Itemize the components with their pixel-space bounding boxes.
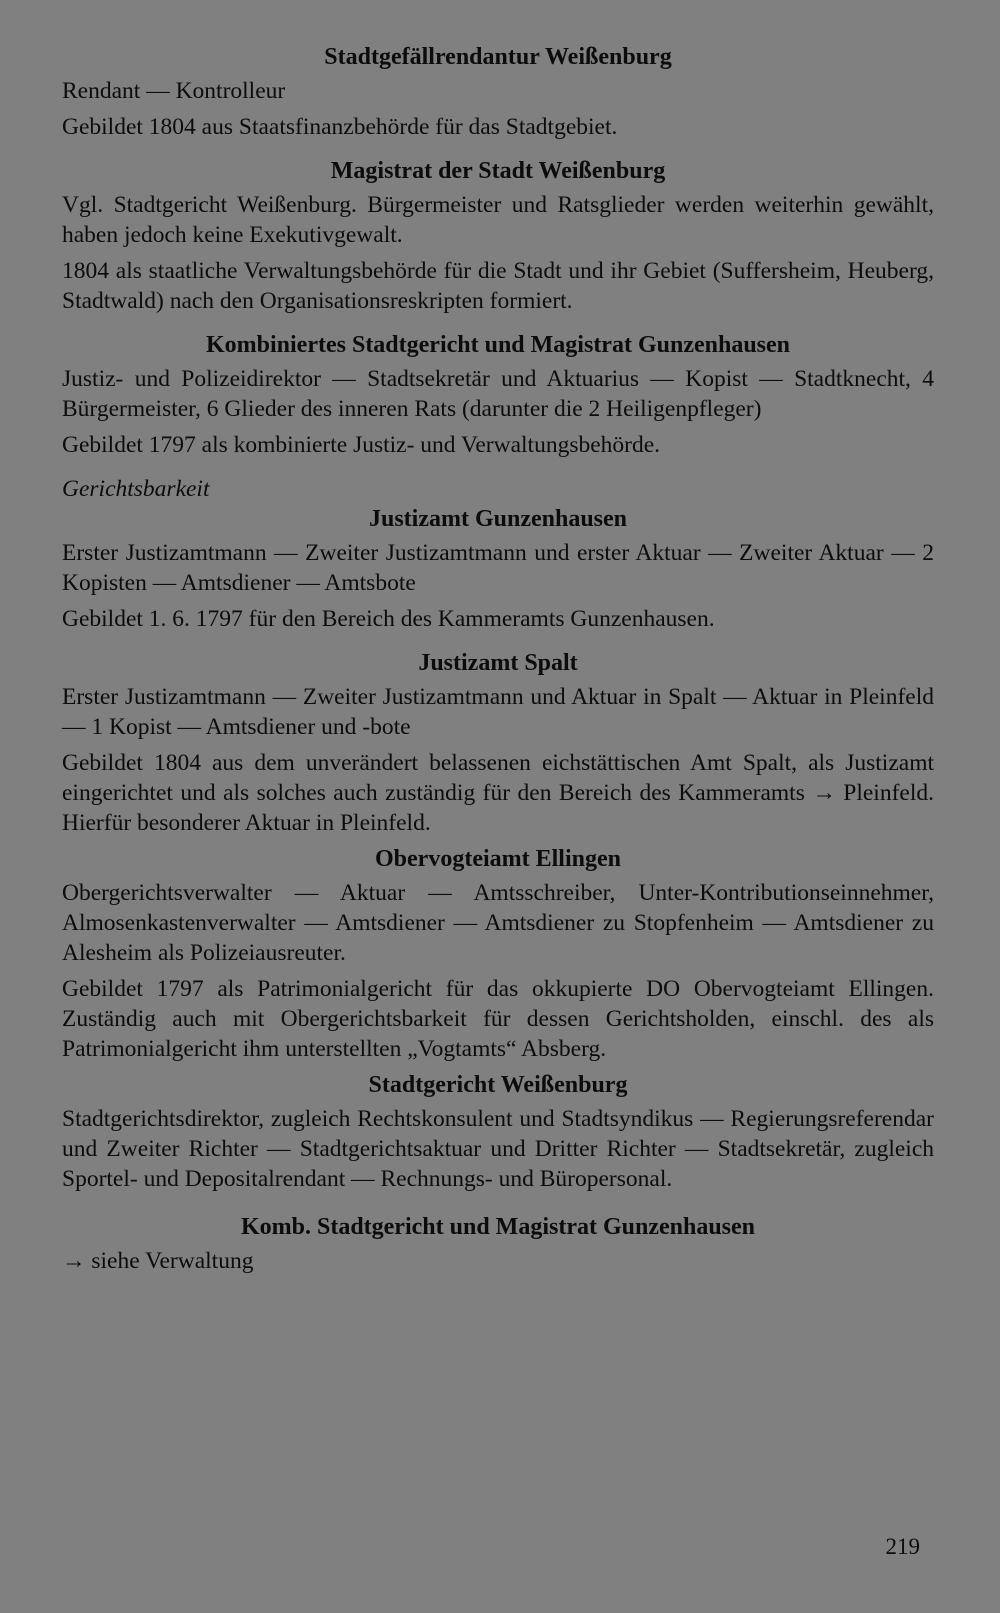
paragraph: Gebildet 1797 als Patrimonialgericht für das okkupierte DO Obervogteiamt Ellingen. Zuständig auch mit Obergerichtsbarkeit für dessen Gerichtsholden, einschl. des als Patrimonialgericht ihm unterstellten „Vogtamts“ Absberg. <box>62 976 934 1062</box>
section-heading: Kombiniertes Stadtgericht und Magistrat Gunzenhausen <box>205 332 790 358</box>
section-heading: Stadtgefällrendantur Weißenburg <box>324 44 672 70</box>
paragraph: Gebildet 1804 aus Staatsfinanzbehörde für das Stadtgebiet. <box>62 114 618 140</box>
paragraph: Rendant — Kontrolleur <box>62 78 286 104</box>
section-heading: Magistrat der Stadt Weißenburg <box>330 158 666 184</box>
paragraph: 1804 als staatliche Verwaltungsbehörde für die Stadt und ihr Gebiet (Suffersheim, Heuberg, Stadtwald) nach den Organisationsreskripten formiert. <box>62 258 934 314</box>
paragraph: Erster Justizamtmann — Zweiter Justizamtmann und Aktuar in Spalt — Aktuar in Pleinfeld — 1 Kopist — Amtsdiener und -bote <box>62 684 934 740</box>
page-number: 219 <box>885 1534 920 1559</box>
page-text <box>62 42 934 1282</box>
paragraph: → siehe Verwaltung <box>62 1248 254 1274</box>
paragraph: Gebildet 1797 als kombinierte Justiz- und Verwaltungsbehörde. <box>62 432 661 458</box>
paragraph: Gebildet 1. 6. 1797 für den Bereich des Kammeramts Gunzenhausen. <box>62 606 715 632</box>
paragraph: Justiz- und Polizeidirektor — Stadtsekretär und Aktuarius — Kopist — Stadtknecht, 4 Bürgermeister, 6 Glieder des inneren Rats (darunter die 2 Heiligenpfleger) <box>62 366 934 422</box>
paragraph: Gebildet 1804 aus dem unverändert belassenen eichstättischen Amt Spalt, als Justizamt eingerichtet und als solches auch zuständig für den Bereich des Kammeramts → Pleinfeld. Hierfür besonderer Aktuar in Pleinfeld. <box>62 750 934 836</box>
paragraph: Vgl. Stadtgericht Weißenburg. Bürgermeister und Ratsglieder werden weiterhin gewählt, haben jedoch keine Exekutivgewalt. <box>62 192 934 248</box>
section-heading: Stadtgericht Weißenburg <box>368 1072 628 1098</box>
section-heading: Obervogteiamt Ellingen <box>375 846 621 872</box>
section-heading: Komb. Stadtgericht und Magistrat Gunzenhausen <box>240 1214 756 1240</box>
section-heading: Justizamt Spalt <box>418 650 578 676</box>
paragraph: Obergerichtsverwalter — Aktuar — Amtsschreiber, Unter-Kontributionseinnehmer, Almosenkastenverwalter — Amtsdiener — Amtsdiener zu Stopfenheim — Amtsdiener zu Alesheim als Polizeiausreuter. <box>62 880 934 966</box>
paragraph: Stadtgerichtsdirektor, zugleich Rechtskonsulent und Stadtsyndikus — Regierungsreferendar und Zweiter Richter — Stadtgerichtsaktuar und Dritter Richter — Stadtsekretär, zugleich Sportel- und Depositalrendant — Rechnungs- und Büropersonal. <box>62 1106 934 1192</box>
section-label: Gerichtsbarkeit <box>62 476 210 502</box>
paragraph: Erster Justizamtmann — Zweiter Justizamtmann und erster Aktuar — Zweiter Aktuar — 2 Kopisten — Amtsdiener — Amtsbote <box>62 540 934 596</box>
section-heading: Justizamt Gunzenhausen <box>368 506 628 532</box>
